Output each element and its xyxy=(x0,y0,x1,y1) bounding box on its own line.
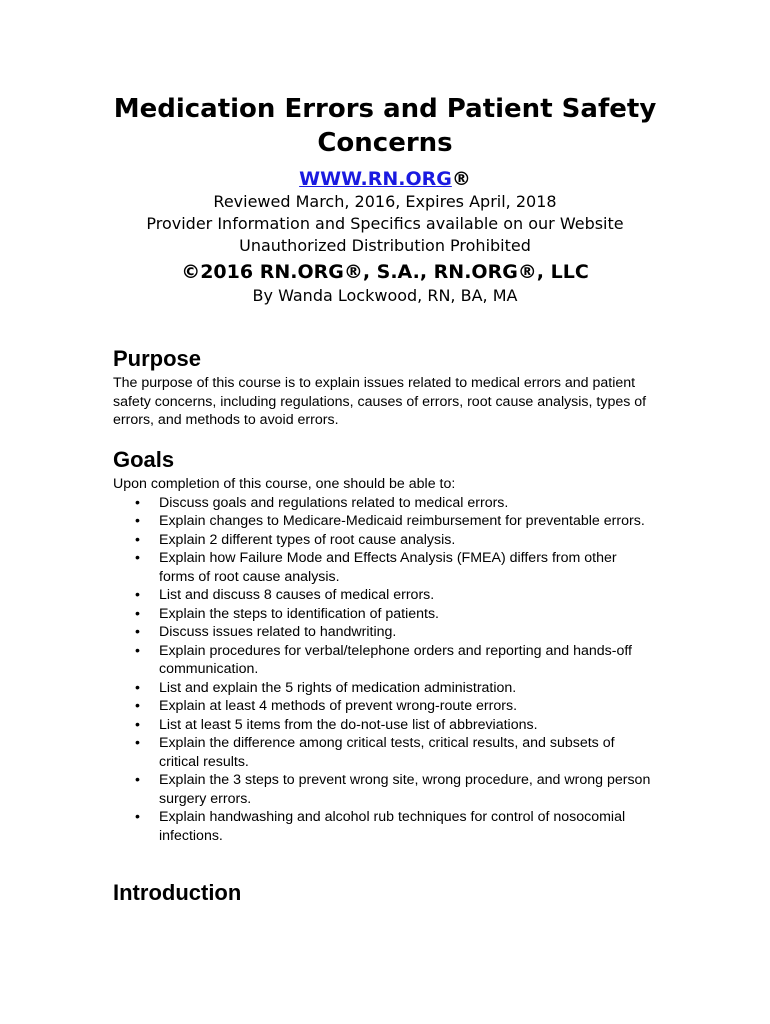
list-item: • Explain the difference among critical tests, critical results, and subsets of critical results. xyxy=(135,735,615,770)
bullet-icon: • xyxy=(135,494,140,511)
goals-heading: Goals xyxy=(113,447,175,472)
author-line: By Wanda Lockwood, RN, BA, MA xyxy=(252,286,518,305)
bullet-icon: • xyxy=(135,513,140,529)
list-item: • List at least 5 items from the do-not-use list of abbreviations. xyxy=(135,716,538,733)
bullet-icon: • xyxy=(135,809,140,825)
bullet-icon: • xyxy=(135,624,140,640)
review-dates: Reviewed March, 2016, Expires April, 2018 xyxy=(213,192,557,211)
list-item: • List and discuss 8 causes of medical errors. xyxy=(135,587,435,603)
purpose-heading: Purpose xyxy=(113,346,202,371)
purpose-section xyxy=(113,346,653,430)
introduction-heading: Introduction xyxy=(113,880,242,905)
list-item: • Explain changes to Medicare-Medicaid reimbursement for preventable errors. xyxy=(135,513,645,529)
bullet-icon: • xyxy=(135,698,140,714)
list-item: • Explain at least 4 methods of prevent wrong-route errors. xyxy=(135,698,518,714)
list-item: • Explain 2 different types of root cause analysis. xyxy=(135,531,456,548)
bullet-icon: • xyxy=(135,550,140,566)
list-item: • Explain the steps to identification of patients. xyxy=(135,605,439,622)
bullet-icon: • xyxy=(135,531,140,548)
provider-info: Provider Information and Specifics available on our Website xyxy=(146,214,624,233)
list-item: • Explain handwashing and alcohol rub techniques for control of nosocomial infections. xyxy=(135,809,626,844)
introduction-section xyxy=(113,880,653,906)
copyright-line: ©2016 RN.ORG®, S.A., RN.ORG®, LLC xyxy=(181,261,589,283)
list-item: • Explain how Failure Mode and Effects Analysis (FMEA) differs from other forms of root cause analysis. xyxy=(135,550,617,585)
bullet-icon: • xyxy=(135,587,140,603)
bullet-icon: • xyxy=(135,772,140,788)
bullet-icon: • xyxy=(135,679,140,696)
bullet-icon: • xyxy=(135,642,140,659)
registered-mark: ® xyxy=(451,168,471,190)
goals-list xyxy=(113,494,653,846)
purpose-text: The purpose of this course is to explain issues related to medical errors and patient safety concerns, including regulations, causes of errors, root cause analysis, types of errors, and methods to avoid errors. xyxy=(113,375,647,428)
document-title: Medication Errors and Patient Safety Concerns xyxy=(113,94,657,158)
list-item: • Discuss issues related to handwriting. xyxy=(135,624,397,640)
document-header xyxy=(0,92,770,307)
bullet-icon: • xyxy=(135,735,140,751)
list-item: • Discuss goals and regulations related to medical errors. xyxy=(135,494,509,511)
goals-intro: Upon completion of this course, one should be able to: xyxy=(113,476,456,492)
bullet-icon: • xyxy=(135,605,140,622)
list-item: • Explain the 3 steps to prevent wrong site, wrong procedure, and wrong person surgery errors. xyxy=(135,772,651,807)
distribution-notice: Unauthorized Distribution Prohibited xyxy=(239,236,531,255)
site-line xyxy=(0,167,770,191)
list-item: • Explain procedures for verbal/telephone orders and reporting and hands-off communication. xyxy=(135,642,632,677)
site-link[interactable]: WWW.RN.ORG xyxy=(299,168,452,190)
bullet-icon: • xyxy=(135,716,140,733)
goals-section xyxy=(113,447,653,845)
list-item: • List and explain the 5 rights of medication administration. xyxy=(135,679,517,696)
